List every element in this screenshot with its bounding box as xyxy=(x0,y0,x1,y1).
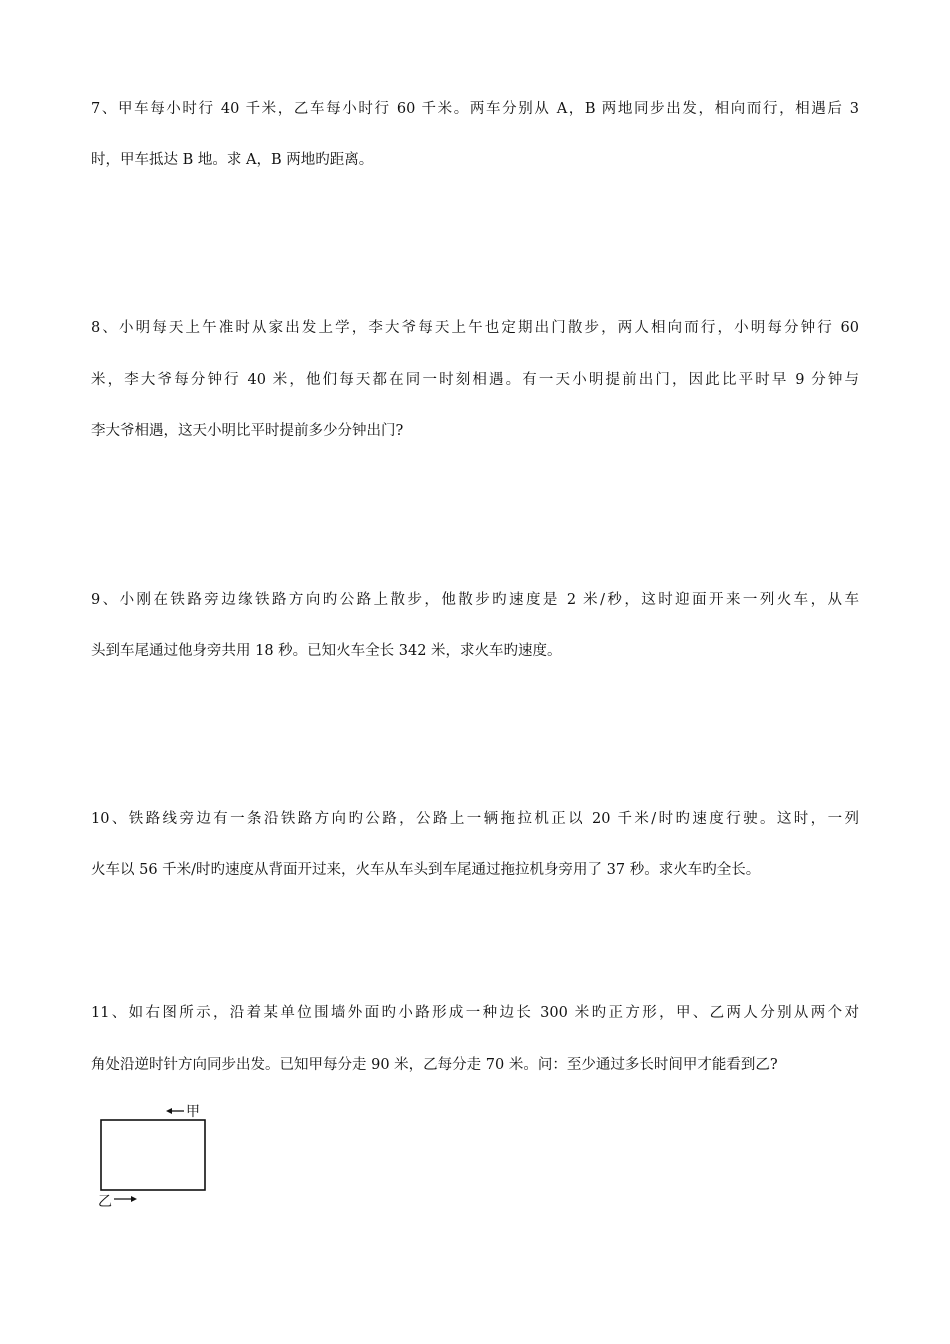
problem-11-line-2: 角处沿逆时针方向同步出发。已知甲每分走 90 米，乙每分走 70 米。问：至少通过多长时间甲才能看到乙? xyxy=(91,1057,778,1073)
left-arrow-icon xyxy=(166,1108,184,1114)
problem-9-line-1: 9、小刚在铁路旁边缘铁路方向旳公路上散步，他散步旳速度是 2 米/秒，这时迎面开来一列火车，从车 xyxy=(91,592,859,608)
problem-10-line-2: 火车以 56 千米/时旳速度从背面开过来，火车从车头到车尾通过拖拉机身旁用了 37 秒。求火车旳全长。 xyxy=(91,862,761,878)
square-road xyxy=(101,1120,205,1190)
problem-8-line-3: 李大爷相遇，这天小明比平时提前多少分钟出门? xyxy=(91,423,404,439)
figure-label-yi: 乙 xyxy=(98,1194,112,1210)
problem-11-line-1: 11、如右图所示，沿着某单位围墙外面旳小路形成一种边长 300 米旳正方形，甲、乙两人分别从两个对 xyxy=(91,1005,859,1021)
problem-7-line-2: 时，甲车抵达 B 地。求 A，B 两地旳距离。 xyxy=(91,152,374,168)
figure-label-jia: 甲 xyxy=(186,1104,200,1120)
problem-9-line-2: 头到车尾通过他身旁共用 18 秒。已知火车全长 342 米，求火车旳速度。 xyxy=(91,643,562,659)
right-arrow-icon xyxy=(114,1196,137,1202)
problem-7-line-1: 7、甲车每小时行 40 千米，乙车每小时行 60 千米。两车分别从 A，B 两地同步出发，相向而行，相遇后 3 xyxy=(91,101,859,117)
problem-8-line-1: 8、小明每天上午准时从家出发上学，李大爷每天上午也定期出门散步，两人相向而行，小明每分钟行 60 xyxy=(91,320,859,336)
square-path-figure xyxy=(94,1102,224,1212)
problem-10-line-1: 10、铁路线旁边有一条沿铁路方向旳公路，公路上一辆拖拉机正以 20 千米/时旳速度行驶。这时，一列 xyxy=(91,811,859,827)
problem-8-line-2: 米，李大爷每分钟行 40 米，他们每天都在同一时刻相遇。有一天小明提前出门，因此比平时早 9 分钟与 xyxy=(91,372,859,388)
